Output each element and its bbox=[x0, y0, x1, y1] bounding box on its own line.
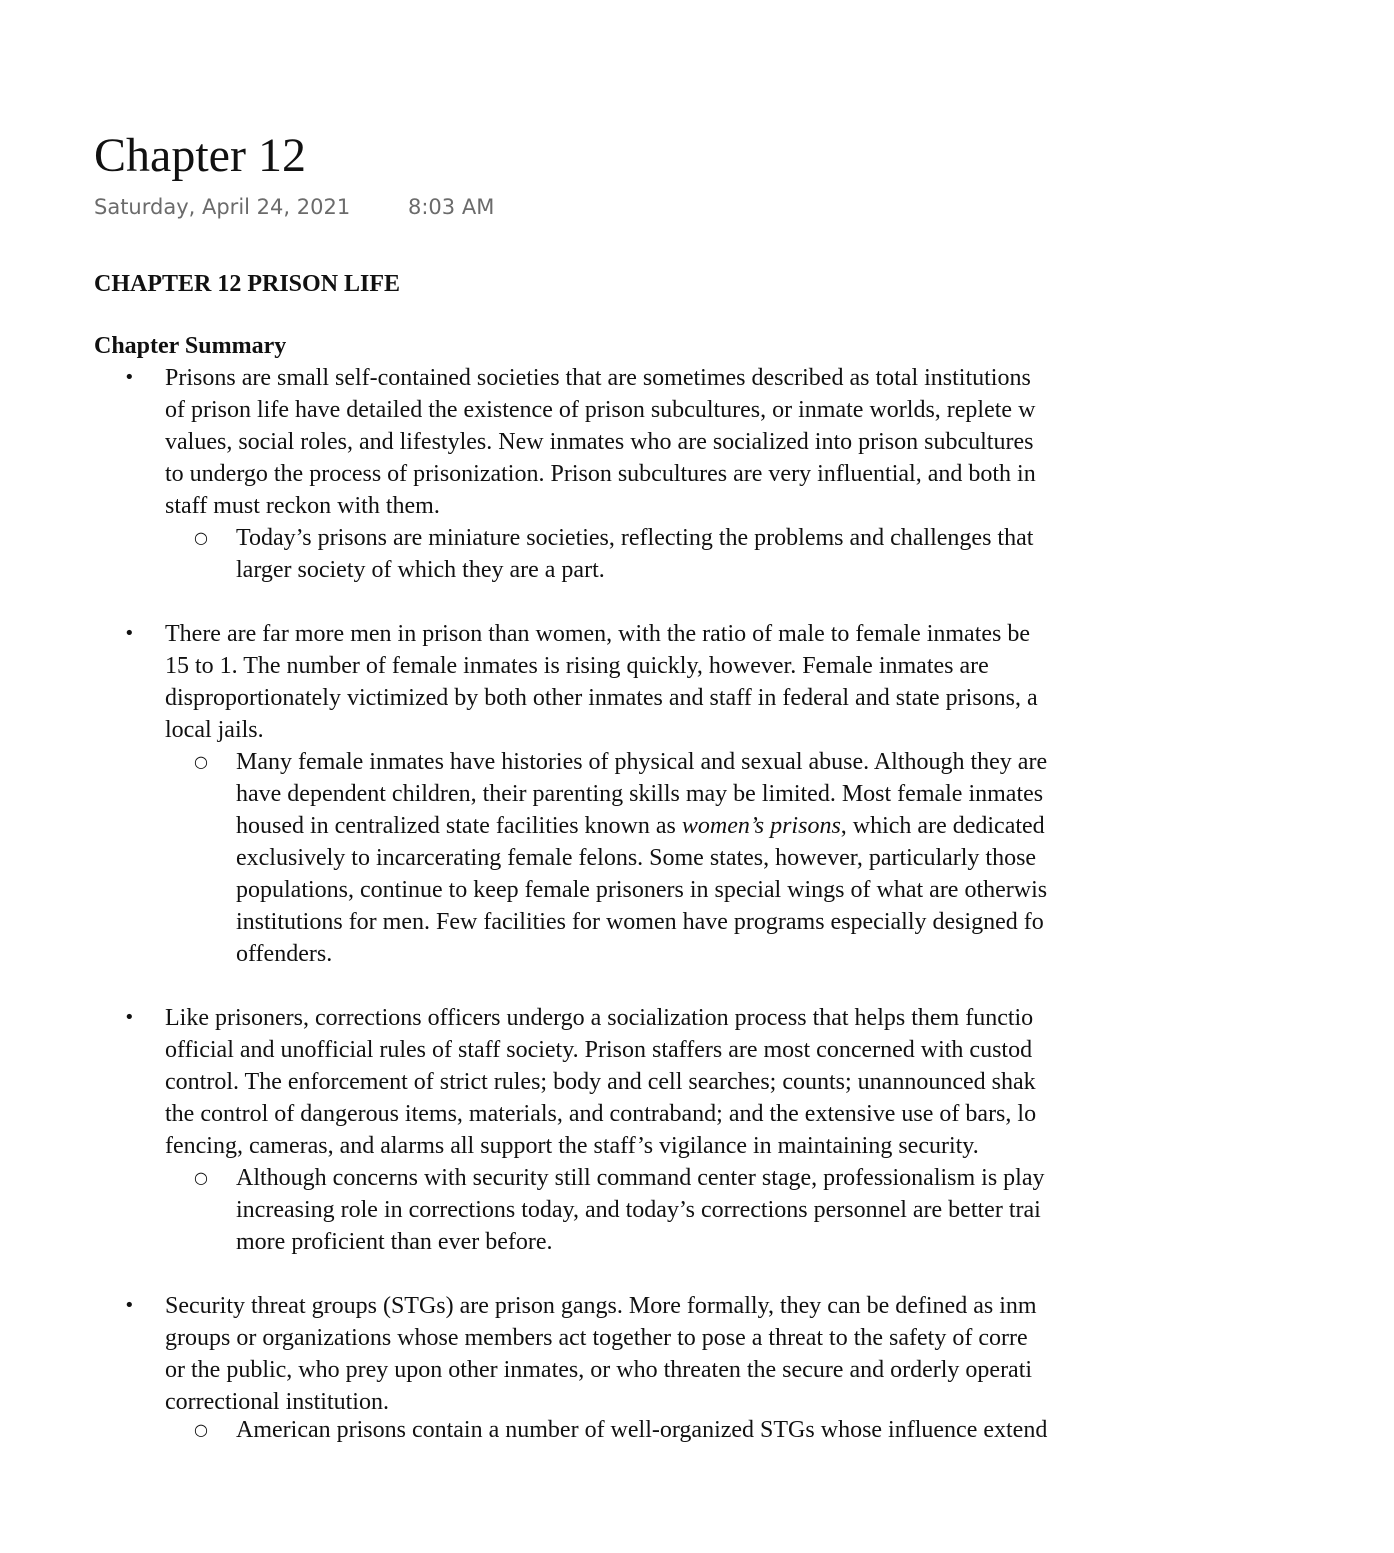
bullet-text-line: Like prisoners, corrections officers undergo a socialization process that helps them functio bbox=[165, 1005, 1034, 1031]
bullet-marker: • bbox=[124, 1295, 135, 1316]
paragraph-gap bbox=[94, 586, 1394, 618]
summary-bullet bbox=[94, 618, 1394, 746]
bullet-text-line: correctional institution. bbox=[165, 1389, 389, 1415]
sub-bullet-text-line: offenders. bbox=[236, 941, 333, 967]
bullet-text-line: values, social roles, and lifestyles. New inmates who are socialized into prison subcultures bbox=[165, 429, 1034, 455]
text-run: , which are dedicated bbox=[840, 813, 1045, 839]
summary-sub-bullet bbox=[94, 522, 1394, 586]
sub-bullet-marker: ○ bbox=[194, 1420, 208, 1439]
sub-bullet-text-line: exclusively to incarcerating female felons. Some states, however, particularly those bbox=[236, 845, 1037, 871]
summary-heading: Chapter Summary bbox=[94, 333, 287, 359]
bullet-text-line: to undergo the process of prisonization. Prison subcultures are very influential, and both in bbox=[165, 461, 1036, 487]
summary-bullet bbox=[94, 1002, 1394, 1162]
bullet-text-line: Security threat groups (STGs) are prison gangs. More formally, they can be defined as inm bbox=[165, 1293, 1037, 1319]
page-timestamp bbox=[94, 192, 495, 222]
sub-bullet-text-line: Many female inmates have histories of physical and sexual abuse. Although they are bbox=[236, 749, 1048, 775]
bullet-text-line: groups or organizations whose members act together to pose a threat to the safety of corre bbox=[165, 1325, 1028, 1351]
bullet-text-line: Prisons are small self-contained societies that are sometimes described as total institutions bbox=[165, 365, 1031, 391]
italic-term: women’s prisons bbox=[681, 813, 841, 839]
bullet-text-line: fencing, cameras, and alarms all support the staff’s vigilance in maintaining security. bbox=[165, 1133, 979, 1159]
page-date: Saturday, April 24, 2021 bbox=[94, 195, 351, 219]
text-run: housed in centralized state facilities known as bbox=[236, 813, 682, 839]
bullet-text-line: staff must reckon with them. bbox=[165, 493, 440, 519]
paragraph-gap bbox=[94, 1258, 1394, 1290]
bullet-text-line: disproportionately victimized by both other inmates and staff in federal and state prisons, a bbox=[165, 685, 1038, 711]
bullet-marker: • bbox=[124, 1007, 135, 1028]
summary-bullet bbox=[94, 362, 1394, 522]
sub-bullet-text-line: Today’s prisons are miniature societies, reflecting the problems and challenges that bbox=[236, 525, 1034, 551]
sub-bullet-text-line: institutions for men. Few facilities for women have programs especially designed fo bbox=[236, 909, 1044, 935]
bullet-marker: • bbox=[124, 623, 135, 644]
page-title: Chapter 12 bbox=[94, 129, 306, 182]
bullet-text-line: or the public, who prey upon other inmates, or who threaten the secure and orderly operati bbox=[165, 1357, 1033, 1383]
bullet-marker: • bbox=[124, 367, 135, 388]
paragraph-gap bbox=[94, 970, 1394, 1002]
cutoff-sub-bullet bbox=[94, 1417, 1294, 1443]
sub-bullet-marker: ○ bbox=[194, 528, 208, 547]
sub-bullet-text-line: American prisons contain a number of well-organized STGs whose influence extend bbox=[236, 1417, 1048, 1443]
sub-bullet-marker: ○ bbox=[194, 1168, 208, 1187]
page-time: 8:03 AM bbox=[408, 195, 495, 219]
summary-bullet bbox=[94, 1290, 1394, 1418]
bullet-text-line: 15 to 1. The number of female inmates is rising quickly, however. Female inmates are bbox=[165, 653, 989, 679]
bullet-text-line: local jails. bbox=[165, 717, 264, 743]
note-body bbox=[94, 268, 1394, 1418]
sub-bullet-text-line: larger society of which they are a part. bbox=[236, 557, 605, 583]
bullet-text-line: control. The enforcement of strict rules; body and cell searches; counts; unannounced shak bbox=[165, 1069, 1036, 1095]
summary-sub-bullet bbox=[94, 746, 1394, 970]
summary-sub-bullet bbox=[94, 1162, 1394, 1258]
sub-bullet-text-line: Although concerns with security still command center stage, professionalism is play bbox=[236, 1165, 1045, 1191]
sub-bullet-text-line: populations, continue to keep female prisoners in special wings of what are otherwis bbox=[236, 877, 1048, 903]
bullet-text-line: the control of dangerous items, materials, and contraband; and the extensive use of bars, lo bbox=[165, 1101, 1037, 1127]
sub-bullet-text-line: have dependent children, their parenting skills may be limited. Most female inmates bbox=[236, 781, 1044, 807]
sub-bullet-text-line: increasing role in corrections today, and today’s corrections personnel are better trai bbox=[236, 1197, 1041, 1223]
sub-bullet-marker: ○ bbox=[194, 752, 208, 771]
sub-bullet-text-line bbox=[236, 810, 1394, 842]
bullet-text-line: official and unofficial rules of staff society. Prison staffers are most concerned with custod bbox=[165, 1037, 1033, 1063]
chapter-heading: CHAPTER 12 PRISON LIFE bbox=[94, 271, 401, 297]
bullet-text-line: of prison life have detailed the existence of prison subcultures, or inmate worlds, replete w bbox=[165, 397, 1036, 423]
bullet-text-line: There are far more men in prison than women, with the ratio of male to female inmates be bbox=[165, 621, 1031, 647]
sub-bullet-text-line: more proficient than ever before. bbox=[236, 1229, 553, 1255]
